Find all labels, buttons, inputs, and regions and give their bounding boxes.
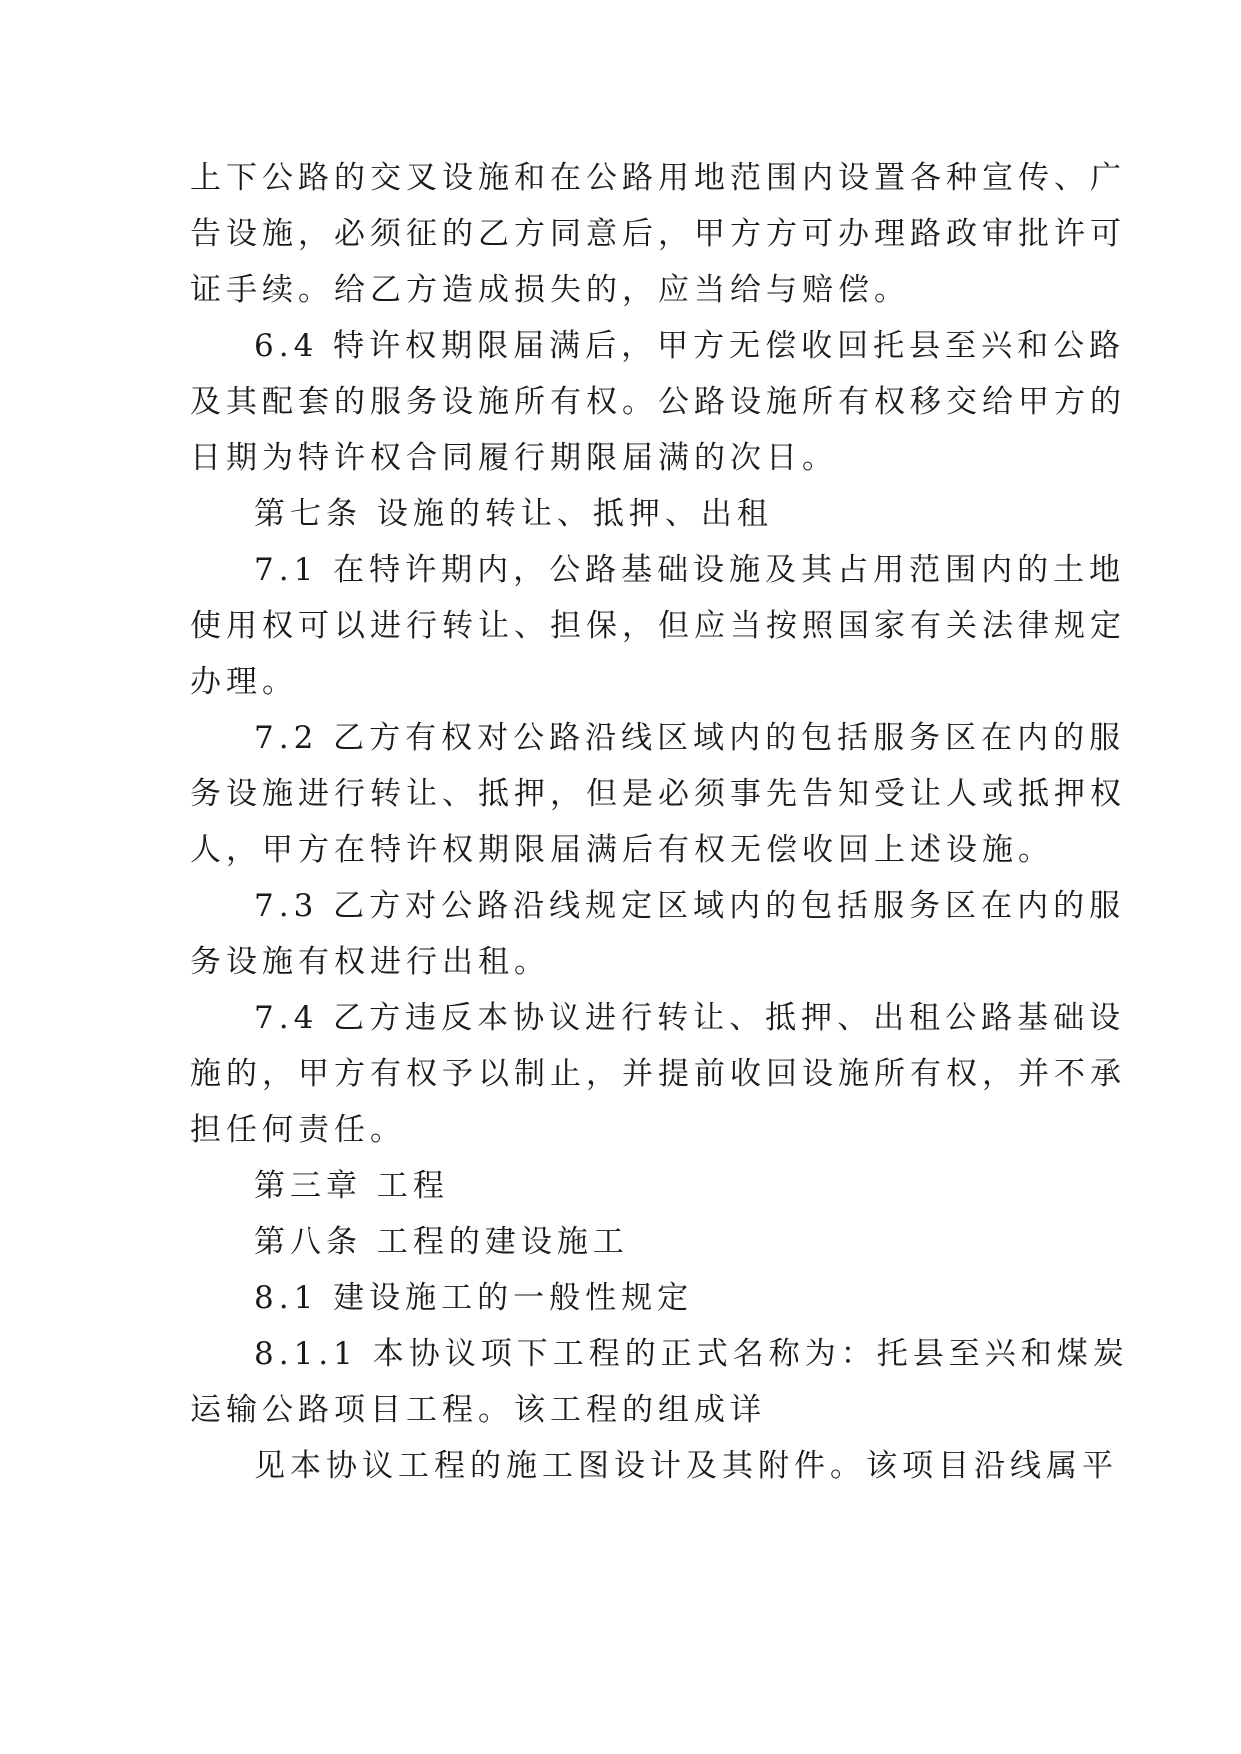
paragraph-first-line: 7.2 乙方有权对公路沿线区域内的包括服务区在内的服: [254, 720, 1126, 756]
text-line: 日期为特许权合同履行期限届满的次日。: [190, 440, 838, 476]
section-heading: 第七条 设施的转让、抵押、出租: [254, 496, 773, 532]
text-line: 上下公路的交叉设施和在公路用地范围内设置各种宣传、广: [190, 160, 1126, 196]
text-line: 运输公路项目工程。该工程的组成详: [190, 1392, 766, 1428]
paragraph-first-line: 6.4 特许权期限届满后，甲方无偿收回托县至兴和公路: [254, 328, 1126, 364]
paragraph-first-line: 7.4 乙方违反本协议进行转让、抵押、出租公路基础设: [254, 1000, 1126, 1036]
document-body: [190, 150, 1129, 1494]
text-line: 务设施有权进行出租。: [190, 944, 550, 980]
text-line: 告设施，必须征的乙方同意后，甲方方可办理路政审批许可: [190, 216, 1126, 252]
subsection-heading: 8.1 建设施工的一般性规定: [254, 1280, 694, 1316]
text-line: 务设施进行转让、抵押，但是必须事先告知受让人或抵押权: [190, 776, 1126, 812]
paragraph-first-line: 7.3 乙方对公路沿线规定区域内的包括服务区在内的服: [254, 888, 1126, 924]
text-line: 使用权可以进行转让、担保，但应当按照国家有关法律规定: [190, 608, 1126, 644]
text-line: 及其配套的服务设施所有权。公路设施所有权移交给甲方的: [190, 384, 1126, 420]
paragraph-first-line: 见本协议工程的施工图设计及其附件。该项目沿线属平: [254, 1448, 1118, 1484]
chapter-heading: 第三章 工程: [254, 1168, 449, 1204]
section-heading: 第八条 工程的建设施工: [254, 1224, 629, 1260]
text-line: 办理。: [190, 664, 298, 700]
paragraph-first-line: 8.1.1 本协议项下工程的正式名称为：托县至兴和煤炭: [254, 1336, 1129, 1372]
text-line: 施的，甲方有权予以制止，并提前收回设施所有权，并不承: [190, 1056, 1126, 1092]
text-line: 证手续。给乙方造成损失的，应当给与赔偿。: [190, 272, 910, 308]
paragraph-first-line: 7.1 在特许期内，公路基础设施及其占用范围内的土地: [254, 552, 1126, 588]
text-line: 担任何责任。: [190, 1112, 406, 1148]
text-line: 人，甲方在特许权期限届满后有权无偿收回上述设施。: [190, 832, 1054, 868]
